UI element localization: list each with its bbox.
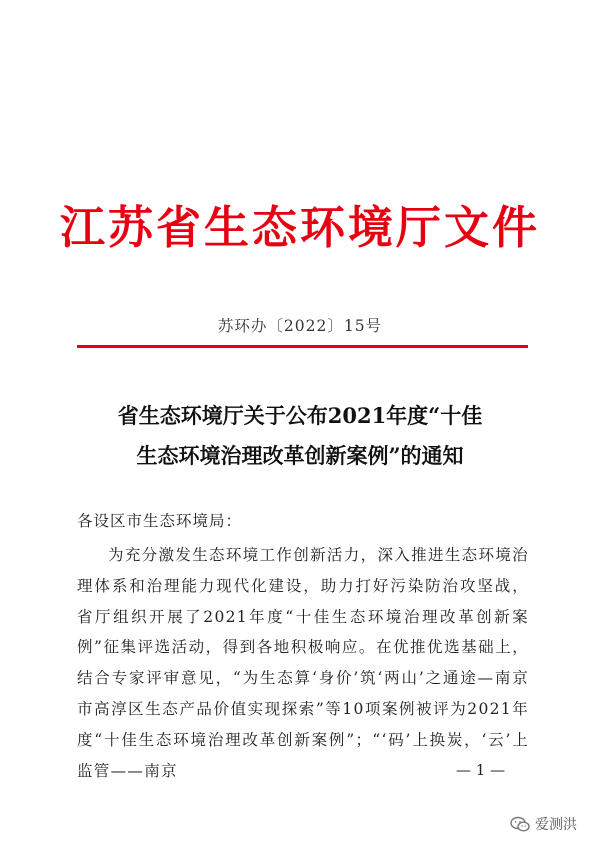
- page-number: — 1 —: [456, 761, 506, 779]
- document-number: 苏环办〔2022〕15号: [217, 317, 383, 335]
- wechat-icon: [510, 816, 530, 833]
- body-paragraph: 为充分激发生态环境工作创新活力，深入推进生态环境治理体系和治理能力现代化建设，助力打好污染防治攻坚战，省厅组织开展了2021年度“十佳生态环境治理改革创新案例”征集评选活动，得到各地积极响应。在优推优选基础上，结合专家评审意见，“为生态算‘身价’筑‘两山’之通途—南京市高淳区生态产品价值实现探索”等10项案例被评为2021年度“十佳生态环境治理改革创新案例”；“‘码’上换炭，‘云’上监管——南京: [77, 546, 529, 780]
- notice-title-line-1: 省生态环境厅关于公布2021年度“十佳: [117, 403, 483, 428]
- watermark-text: 爱测洪: [535, 817, 577, 833]
- masthead-title: 江苏省生态环境厅文件: [59, 201, 540, 254]
- notice-title-line-2: 生态环境治理改革创新案例”的通知: [136, 443, 464, 468]
- addressee: 各设区市生态环境局：: [77, 512, 243, 530]
- red-divider-line: [77, 345, 528, 348]
- watermark: [510, 814, 577, 834]
- notice-title: [0, 396, 600, 476]
